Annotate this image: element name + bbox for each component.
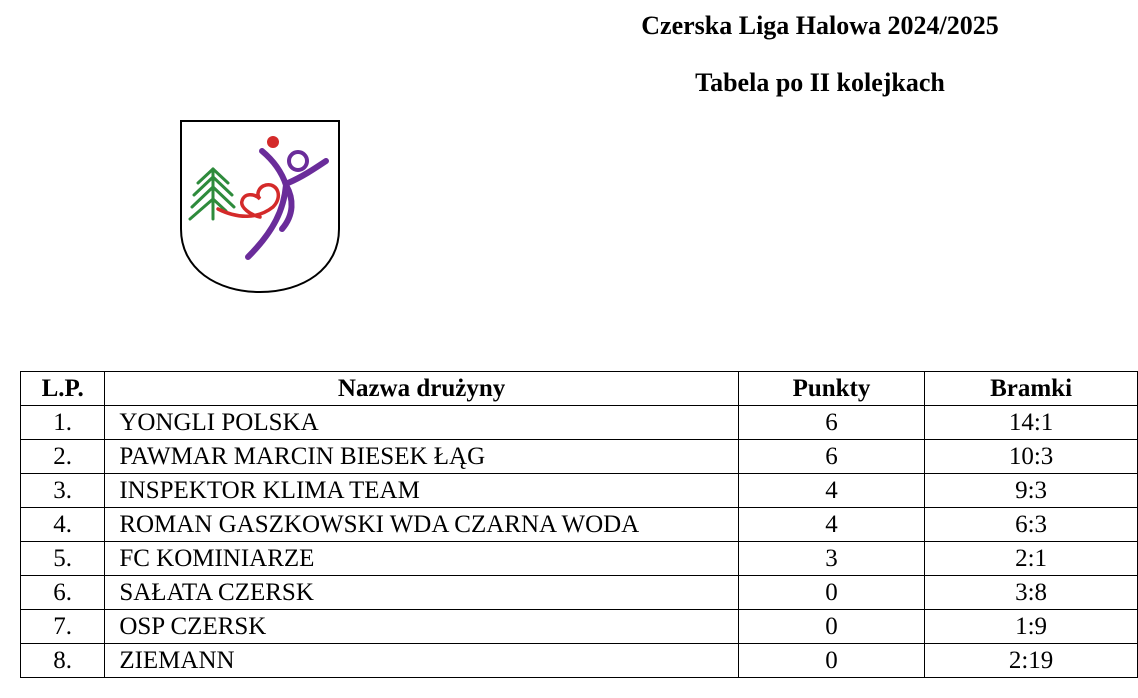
row-team-name: FC KOMINIARZE bbox=[105, 542, 739, 576]
row-points: 3 bbox=[738, 542, 924, 576]
row-team-name: PAWMAR MARCIN BIESEK ŁĄG bbox=[105, 440, 739, 474]
row-lp: 8. bbox=[21, 644, 105, 678]
table-row bbox=[21, 576, 1138, 610]
row-team-name: SAŁATA CZERSK bbox=[105, 576, 739, 610]
row-points: 4 bbox=[738, 474, 924, 508]
row-goals: 1:9 bbox=[925, 610, 1138, 644]
row-goals: 2:1 bbox=[925, 542, 1138, 576]
table-row bbox=[21, 474, 1138, 508]
page-subtitle: Tabela po II kolejkach bbox=[695, 68, 945, 97]
row-points: 0 bbox=[738, 576, 924, 610]
row-team-name: OSP CZERSK bbox=[105, 610, 739, 644]
standings-table bbox=[20, 371, 1138, 678]
table-row bbox=[21, 644, 1138, 678]
row-lp: 4. bbox=[21, 508, 105, 542]
row-points: 0 bbox=[738, 644, 924, 678]
row-goals: 10:3 bbox=[925, 440, 1138, 474]
table-header-row bbox=[21, 372, 1138, 406]
page-title: Czerska Liga Halowa 2024/2025 bbox=[641, 11, 999, 40]
column-header-lp: L.P. bbox=[21, 372, 105, 406]
table-row bbox=[21, 406, 1138, 440]
ball-icon bbox=[267, 136, 279, 148]
row-points: 4 bbox=[738, 508, 924, 542]
row-team-name: YONGLI POLSKA bbox=[105, 406, 739, 440]
row-lp: 6. bbox=[21, 576, 105, 610]
row-goals: 2:19 bbox=[925, 644, 1138, 678]
row-lp: 7. bbox=[21, 610, 105, 644]
column-header-points: Punkty bbox=[738, 372, 924, 406]
row-goals: 14:1 bbox=[925, 406, 1138, 440]
row-team-name: INSPEKTOR KLIMA TEAM bbox=[105, 474, 739, 508]
row-lp: 1. bbox=[21, 406, 105, 440]
row-lp: 3. bbox=[21, 474, 105, 508]
row-points: 0 bbox=[738, 610, 924, 644]
table-row bbox=[21, 610, 1138, 644]
row-lp: 5. bbox=[21, 542, 105, 576]
league-logo bbox=[178, 119, 342, 295]
row-points: 6 bbox=[738, 406, 924, 440]
column-header-goals: Bramki bbox=[925, 372, 1138, 406]
row-lp: 2. bbox=[21, 440, 105, 474]
row-goals: 6:3 bbox=[925, 508, 1138, 542]
row-team-name: ROMAN GASZKOWSKI WDA CZARNA WODA bbox=[105, 508, 739, 542]
table-row bbox=[21, 508, 1138, 542]
row-goals: 9:3 bbox=[925, 474, 1138, 508]
table-row bbox=[21, 542, 1138, 576]
column-header-team: Nazwa drużyny bbox=[105, 372, 739, 406]
table-row bbox=[21, 440, 1138, 474]
row-points: 6 bbox=[738, 440, 924, 474]
row-team-name: ZIEMANN bbox=[105, 644, 739, 678]
row-goals: 3:8 bbox=[925, 576, 1138, 610]
